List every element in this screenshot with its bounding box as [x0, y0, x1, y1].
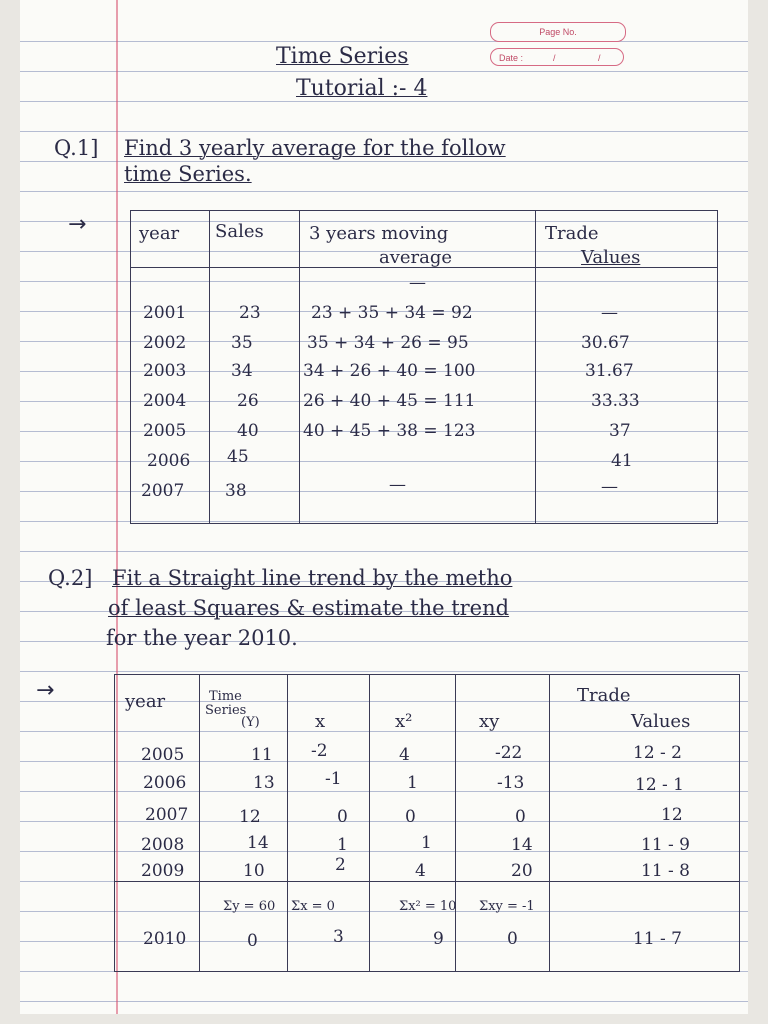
q2-x2: 1: [421, 833, 432, 853]
q2-trend: 12 - 2: [633, 743, 682, 763]
q1-header-moving-avg: 3 years moving: [309, 223, 449, 244]
q1-header-moving-avg-2: average: [379, 247, 453, 268]
q2-x2: 4: [399, 745, 410, 765]
q2-header-x: x: [315, 711, 326, 732]
q1-trend: —: [601, 303, 618, 323]
q2-trend: 11 - 9: [641, 835, 690, 855]
date-label: Date :: [499, 53, 524, 63]
q2-sum-xy: Σxy = -1: [479, 899, 535, 914]
q1-year: 2003: [143, 361, 187, 381]
q2-col-divider: [369, 675, 370, 971]
page-number-box: [490, 22, 626, 42]
q2-x2: 4: [415, 861, 426, 881]
q1-col-divider: [535, 211, 536, 523]
q1-year: 2001: [143, 303, 187, 323]
q2-y: 10: [243, 861, 265, 881]
q2-xy: -22: [495, 743, 523, 763]
q1-year: 2007: [141, 481, 185, 501]
q2-col-divider: [455, 675, 456, 971]
q2-x: 2: [335, 855, 346, 875]
q1-header-sales: Sales: [215, 221, 264, 242]
q2-forecast-y: 0: [247, 931, 258, 951]
q2-question-line2: of least Squares & estimate the trend: [108, 596, 510, 620]
page-title: Time Series: [276, 44, 409, 69]
q1-average: 23 + 35 + 34 = 92: [311, 303, 473, 323]
q2-x: -2: [311, 741, 328, 761]
q1-year: 2004: [143, 391, 187, 411]
q2-header-time: Time: [209, 689, 242, 704]
q2-y: 12: [239, 807, 261, 827]
q2-year: 2009: [141, 861, 185, 881]
q1-trend: 31.67: [585, 361, 634, 381]
q1-question-line1: Find 3 yearly average for the follow: [124, 136, 506, 160]
q2-arrow-icon: →: [36, 678, 55, 703]
q2-forecast-year: 2010: [143, 929, 187, 949]
q2-header-xy: xy: [479, 711, 500, 732]
q2-year: 2007: [145, 805, 189, 825]
q2-forecast-x: 3: [333, 927, 344, 947]
page-no-label: Page No.: [539, 27, 577, 37]
q1-trend: 41: [611, 451, 633, 471]
q1-average: 34 + 26 + 40 = 100: [303, 361, 476, 381]
q1-average: 26 + 40 + 45 = 111: [303, 391, 476, 411]
q2-col-divider: [199, 675, 200, 971]
q1-question-line2: time Series.: [124, 162, 252, 186]
q1-average: —: [389, 475, 406, 495]
date-separators: / /: [553, 53, 621, 63]
q2-trend: 11 - 8: [641, 861, 690, 881]
q2-total-rule: [115, 881, 739, 882]
q1-col-divider: [299, 211, 300, 523]
q2-forecast-trend: 11 - 7: [633, 929, 682, 949]
q1-sales: 38: [225, 481, 247, 501]
q1-header-year: year: [139, 223, 180, 244]
q1-trend: 37: [609, 421, 631, 441]
q2-sum-x: Σx = 0: [291, 899, 335, 914]
q2-number: Q.2]: [48, 566, 93, 590]
page-subtitle: Tutorial :- 4: [296, 76, 428, 101]
q1-header-trend-2: Values: [581, 247, 641, 268]
q2-header-trend-2: Values: [631, 711, 691, 732]
q1-sales: 45: [227, 447, 249, 467]
q2-y: 13: [253, 773, 275, 793]
q2-x: 0: [337, 807, 348, 827]
q1-trend: 30.67: [581, 333, 630, 353]
q2-x: -1: [325, 769, 342, 789]
q2-forecast-x2: 9: [433, 929, 444, 949]
q1-trend: 33.33: [591, 391, 640, 411]
q2-trend: 12 - 1: [635, 775, 684, 795]
q1-average: 35 + 34 + 26 = 95: [307, 333, 469, 353]
q1-year: 2006: [147, 451, 191, 471]
q1-table: [130, 210, 718, 524]
q2-x: 1: [337, 835, 348, 855]
q1-sales: 26: [237, 391, 259, 411]
q2-header-year: year: [125, 691, 166, 712]
q2-sum-y: Σy = 60: [223, 899, 276, 914]
q2-x2: 0: [405, 807, 416, 827]
date-box: [490, 48, 624, 66]
q2-header-trend: Trade: [577, 685, 631, 706]
q1-sales: 23: [239, 303, 261, 323]
q2-header-series: Series: [205, 703, 247, 718]
notebook-page: [20, 0, 748, 1014]
q1-sales: 40: [237, 421, 259, 441]
q1-header-dash: —: [409, 273, 426, 293]
q2-y: 14: [247, 833, 269, 853]
q2-xy: -13: [497, 773, 525, 793]
q2-xy: 0: [515, 807, 526, 827]
q2-header-x2: x²: [395, 711, 413, 732]
q1-sales: 34: [231, 361, 253, 381]
q1-arrow-icon: →: [68, 212, 87, 237]
q2-sum-x2: Σx² = 10: [399, 899, 457, 914]
q1-number: Q.1]: [54, 136, 99, 160]
q2-forecast-xy: 0: [507, 929, 518, 949]
q2-year: 2006: [143, 773, 187, 793]
q2-xy: 20: [511, 861, 533, 881]
q1-year: 2005: [143, 421, 187, 441]
q2-col-divider: [287, 675, 288, 971]
q2-x2: 1: [407, 773, 418, 793]
q2-header-y: (Y): [241, 715, 260, 730]
q1-year: 2002: [143, 333, 187, 353]
q2-year: 2008: [141, 835, 185, 855]
q1-trend: —: [601, 477, 618, 497]
q1-col-divider: [209, 211, 210, 523]
q1-sales: 35: [231, 333, 253, 353]
q2-year: 2005: [141, 745, 185, 765]
q2-question-line3: for the year 2010.: [106, 626, 298, 650]
q2-table: [114, 674, 740, 972]
q2-xy: 14: [511, 835, 533, 855]
q2-y: 11: [251, 745, 273, 765]
q1-header-trend: Trade: [545, 223, 599, 244]
q2-question-line1: Fit a Straight line trend by the metho: [112, 566, 513, 590]
q1-average: 40 + 45 + 38 = 123: [303, 421, 476, 441]
q2-col-divider: [549, 675, 550, 971]
q2-trend: 12: [661, 805, 683, 825]
